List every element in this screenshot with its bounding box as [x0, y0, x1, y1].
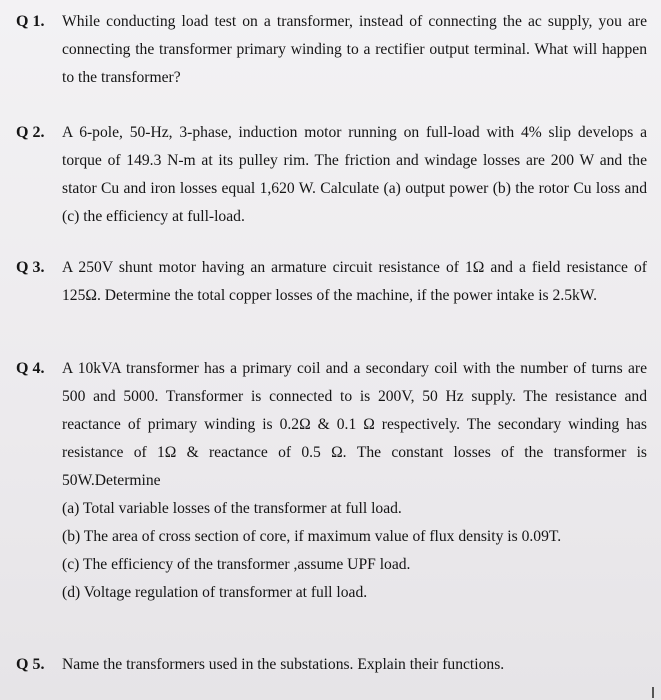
question-text: A 10kVA transformer has a primary coil and a secondary coil with the number of turns are 500 and 5000. Transformer is connected to is 200V, 50 Hz supply. The resistance and reactance of primary winding is 0.2Ω & 0.1 Ω respectively. The secondary winding has resistance of 1Ω & reactance of 0.5 Ω. The constant losses of the transformer is 50W.Determine — [62, 360, 647, 489]
question-number: Q 5. — [16, 656, 45, 673]
sub-question-b: (b) The area of cross section of core, if maximum value of flux density is 0.09T. — [62, 528, 562, 545]
question-text: While conducting load test on a transformer, instead of connecting the ac supply, you are connecting the transformer primary winding to a rectifier output terminal. What will happen to the transformer? — [62, 13, 647, 86]
sub-question-c: (c) The efficiency of the transformer ,assume UPF load. — [62, 556, 411, 573]
question-text: A 6-pole, 50-Hz, 3-phase, induction motor running on full-load with 4% slip develops a torque of 149.3 N-m at its pulley rim. The friction and windage losses are 200 W and the stator Cu and iron losses equal 1,620 W. Calculate (a) output power (b) the rotor Cu loss and (c) the efficiency at full-load. — [62, 124, 647, 225]
text-cursor-mark — [652, 687, 654, 698]
question-number: Q 4. — [16, 360, 45, 377]
question-text: Name the transformers used in the substations. Explain their functions. — [62, 656, 505, 673]
sub-question-d: (d) Voltage regulation of transformer at full load. — [62, 584, 368, 601]
question-number: Q 1. — [16, 13, 45, 30]
sub-question-a: (a) Total variable losses of the transformer at full load. — [62, 500, 402, 517]
question-number: Q 3. — [16, 259, 45, 276]
question-number: Q 2. — [16, 124, 45, 141]
question-text: A 250V shunt motor having an armature circuit resistance of 1Ω and a field resistance of 125Ω. Determine the total copper losses of the machine, if the power intake is 2.5kW. — [62, 259, 647, 304]
